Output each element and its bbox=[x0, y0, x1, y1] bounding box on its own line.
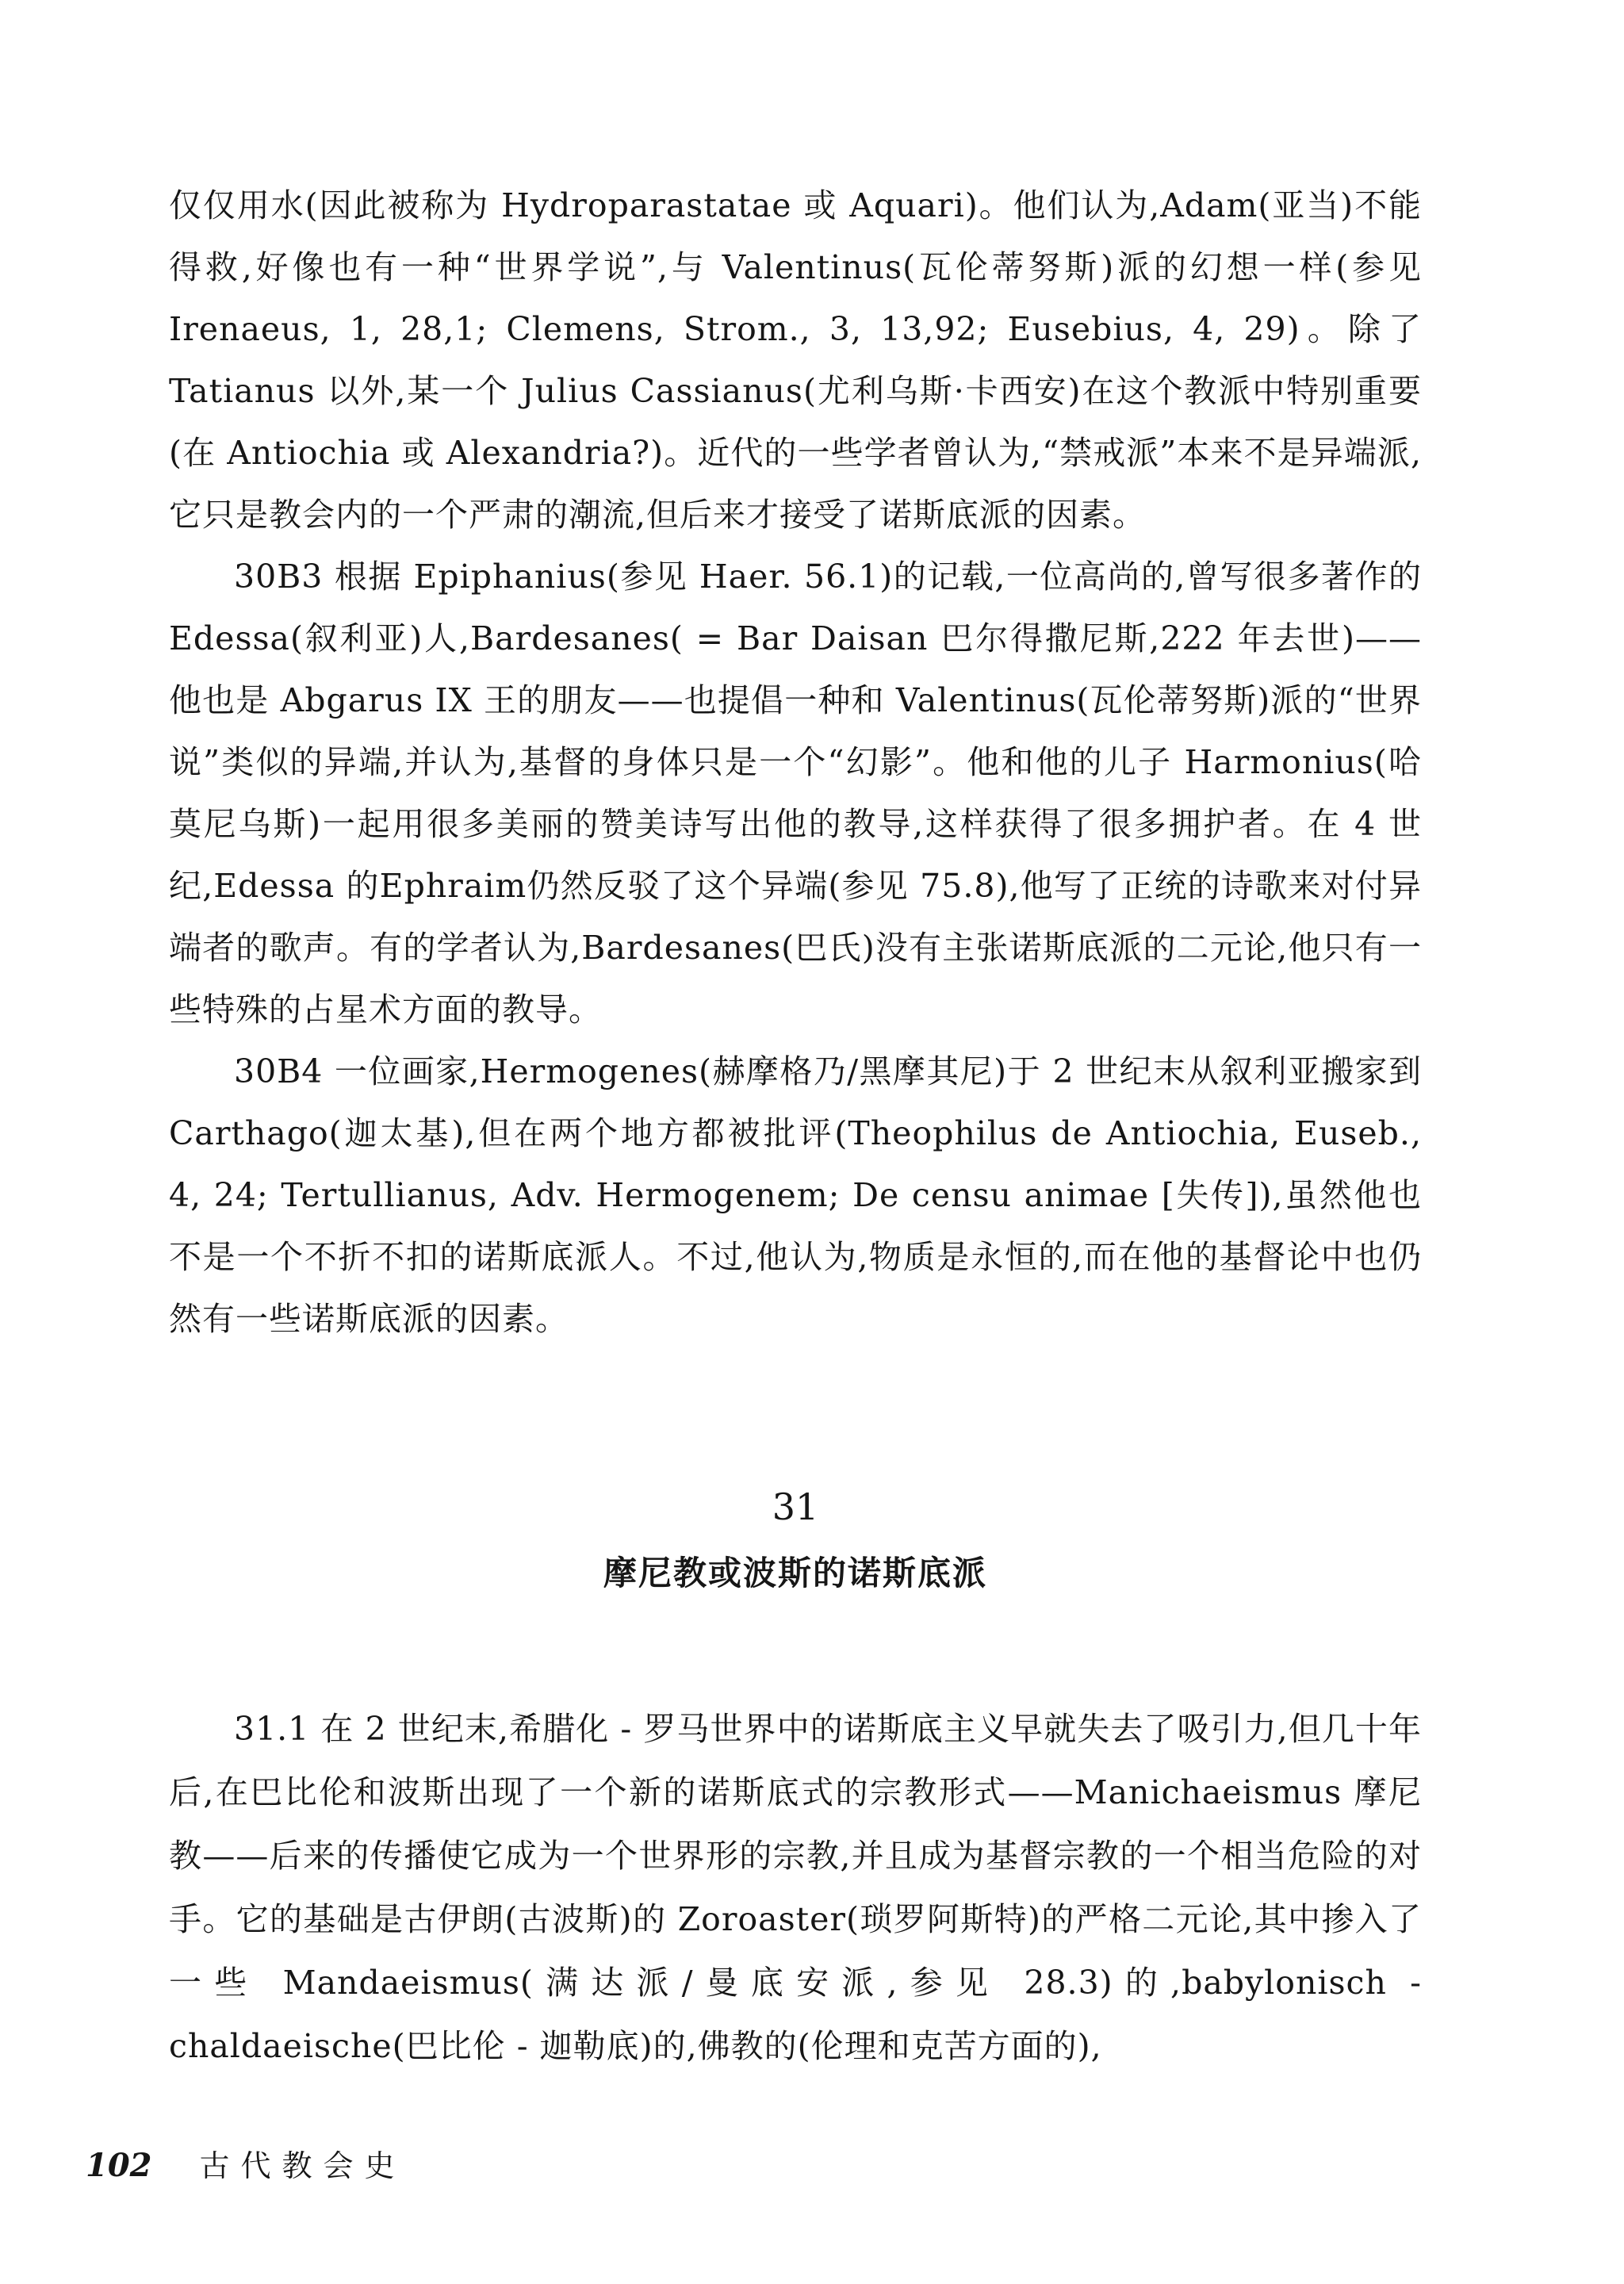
section-body bbox=[169, 1697, 1422, 2078]
paragraph-30b4: 30B4 一位画家,Hermogenes(赫摩格乃/黑摩其尼)于 2 世纪末从叙利亚搬家到 Carthago(迦太基),但在两个地方都被批评(Theophilus de Antiochia, Euseb., 4, 24; Tertullianus, Adv. Hermogenem; De censu animae [失传]),虽然他也不是一个不折不扣的诺斯底派人。不过,他认为,物质是永恒的,而在他的基督论中也仍然有一些诺斯底派的因素。 bbox=[169, 1052, 1422, 1338]
paragraph-30b3: 30B3 根据 Epiphanius(参见 Haer. 56.1)的记载,一位高尚的,曾写很多著作的 Edessa(叙利亚)人,Bardesanes( = Bar Daisan 巴尔得撒尼斯,222 年去世)——他也是 Abgarus IX 王的朋友——也提倡一种和 Valentinus(瓦伦蒂努斯)派的“世界说”类似的异端,并认为,基督的身体只是一个“幻影”。他和他的儿子 Harmonius(哈莫尼乌斯)一起用很多美丽的赞美诗写出他的教导,这样获得了很多拥护者。在 4 世纪,Edessa 的Ephraim仍然反驳了这个异端(参见 75.8),他写了正统的诗歌来对付异端者的歌声。有的学者认为,Bardesanes(巴氏)没有主张诺斯底派的二元论,他只有一些特殊的占星术方面的教导。 bbox=[169, 558, 1422, 1029]
section-title: 摩尼教或波斯的诺斯底派 bbox=[603, 1554, 987, 1592]
running-title: 古代教会史 bbox=[199, 2148, 406, 2183]
page-number: 102 bbox=[86, 2147, 152, 2184]
section-number: 31 bbox=[772, 1485, 819, 1528]
paragraph-continuation: 仅仅用水(因此被称为 Hydroparastatae 或 Aquari)。他们认为,Adam(亚当)不能得救,好像也有一种“世界学说”,与 Valentinus(瓦伦蒂努斯)派的幻想一样(参见 Irenaeus, 1, 28,1; Clemens, Strom., 3, 13,92; Eusebius, 4, 29)。除了 Tatianus 以外,某一个 Julius Cassianus(尤利乌斯·卡西安)在这个教派中特别重要(在 Antiochia 或 Alexandria?)。近代的一些学者曾认为,“禁戒派”本来不是异端派,它只是教会内的一个严肃的潮流,但后来才接受了诺斯底派的因素。 bbox=[169, 186, 1422, 534]
page-body bbox=[169, 174, 1422, 1350]
paragraph-31-1: 31.1 在 2 世纪末,希腊化 - 罗马世界中的诺斯底主义早就失去了吸引力,但几十年后,在巴比伦和波斯出现了一个新的诺斯底式的宗教形式——Manichaeismus 摩尼教——后来的传播使它成为一个世界形的宗教,并且成为基督宗教的一个相当危险的对手。它的基础是古伊朗(古波斯)的 Zoroaster(琐罗阿斯特)的严格二元论,其中掺入了一些 Mandaeismus(满达派/曼底安派,参见 28.3)的,babylonisch - chaldaeische(巴比伦 - 迦勒底)的,佛教的(伦理和克苦方面的), bbox=[169, 1710, 1422, 2065]
page-footer bbox=[86, 2141, 406, 2184]
